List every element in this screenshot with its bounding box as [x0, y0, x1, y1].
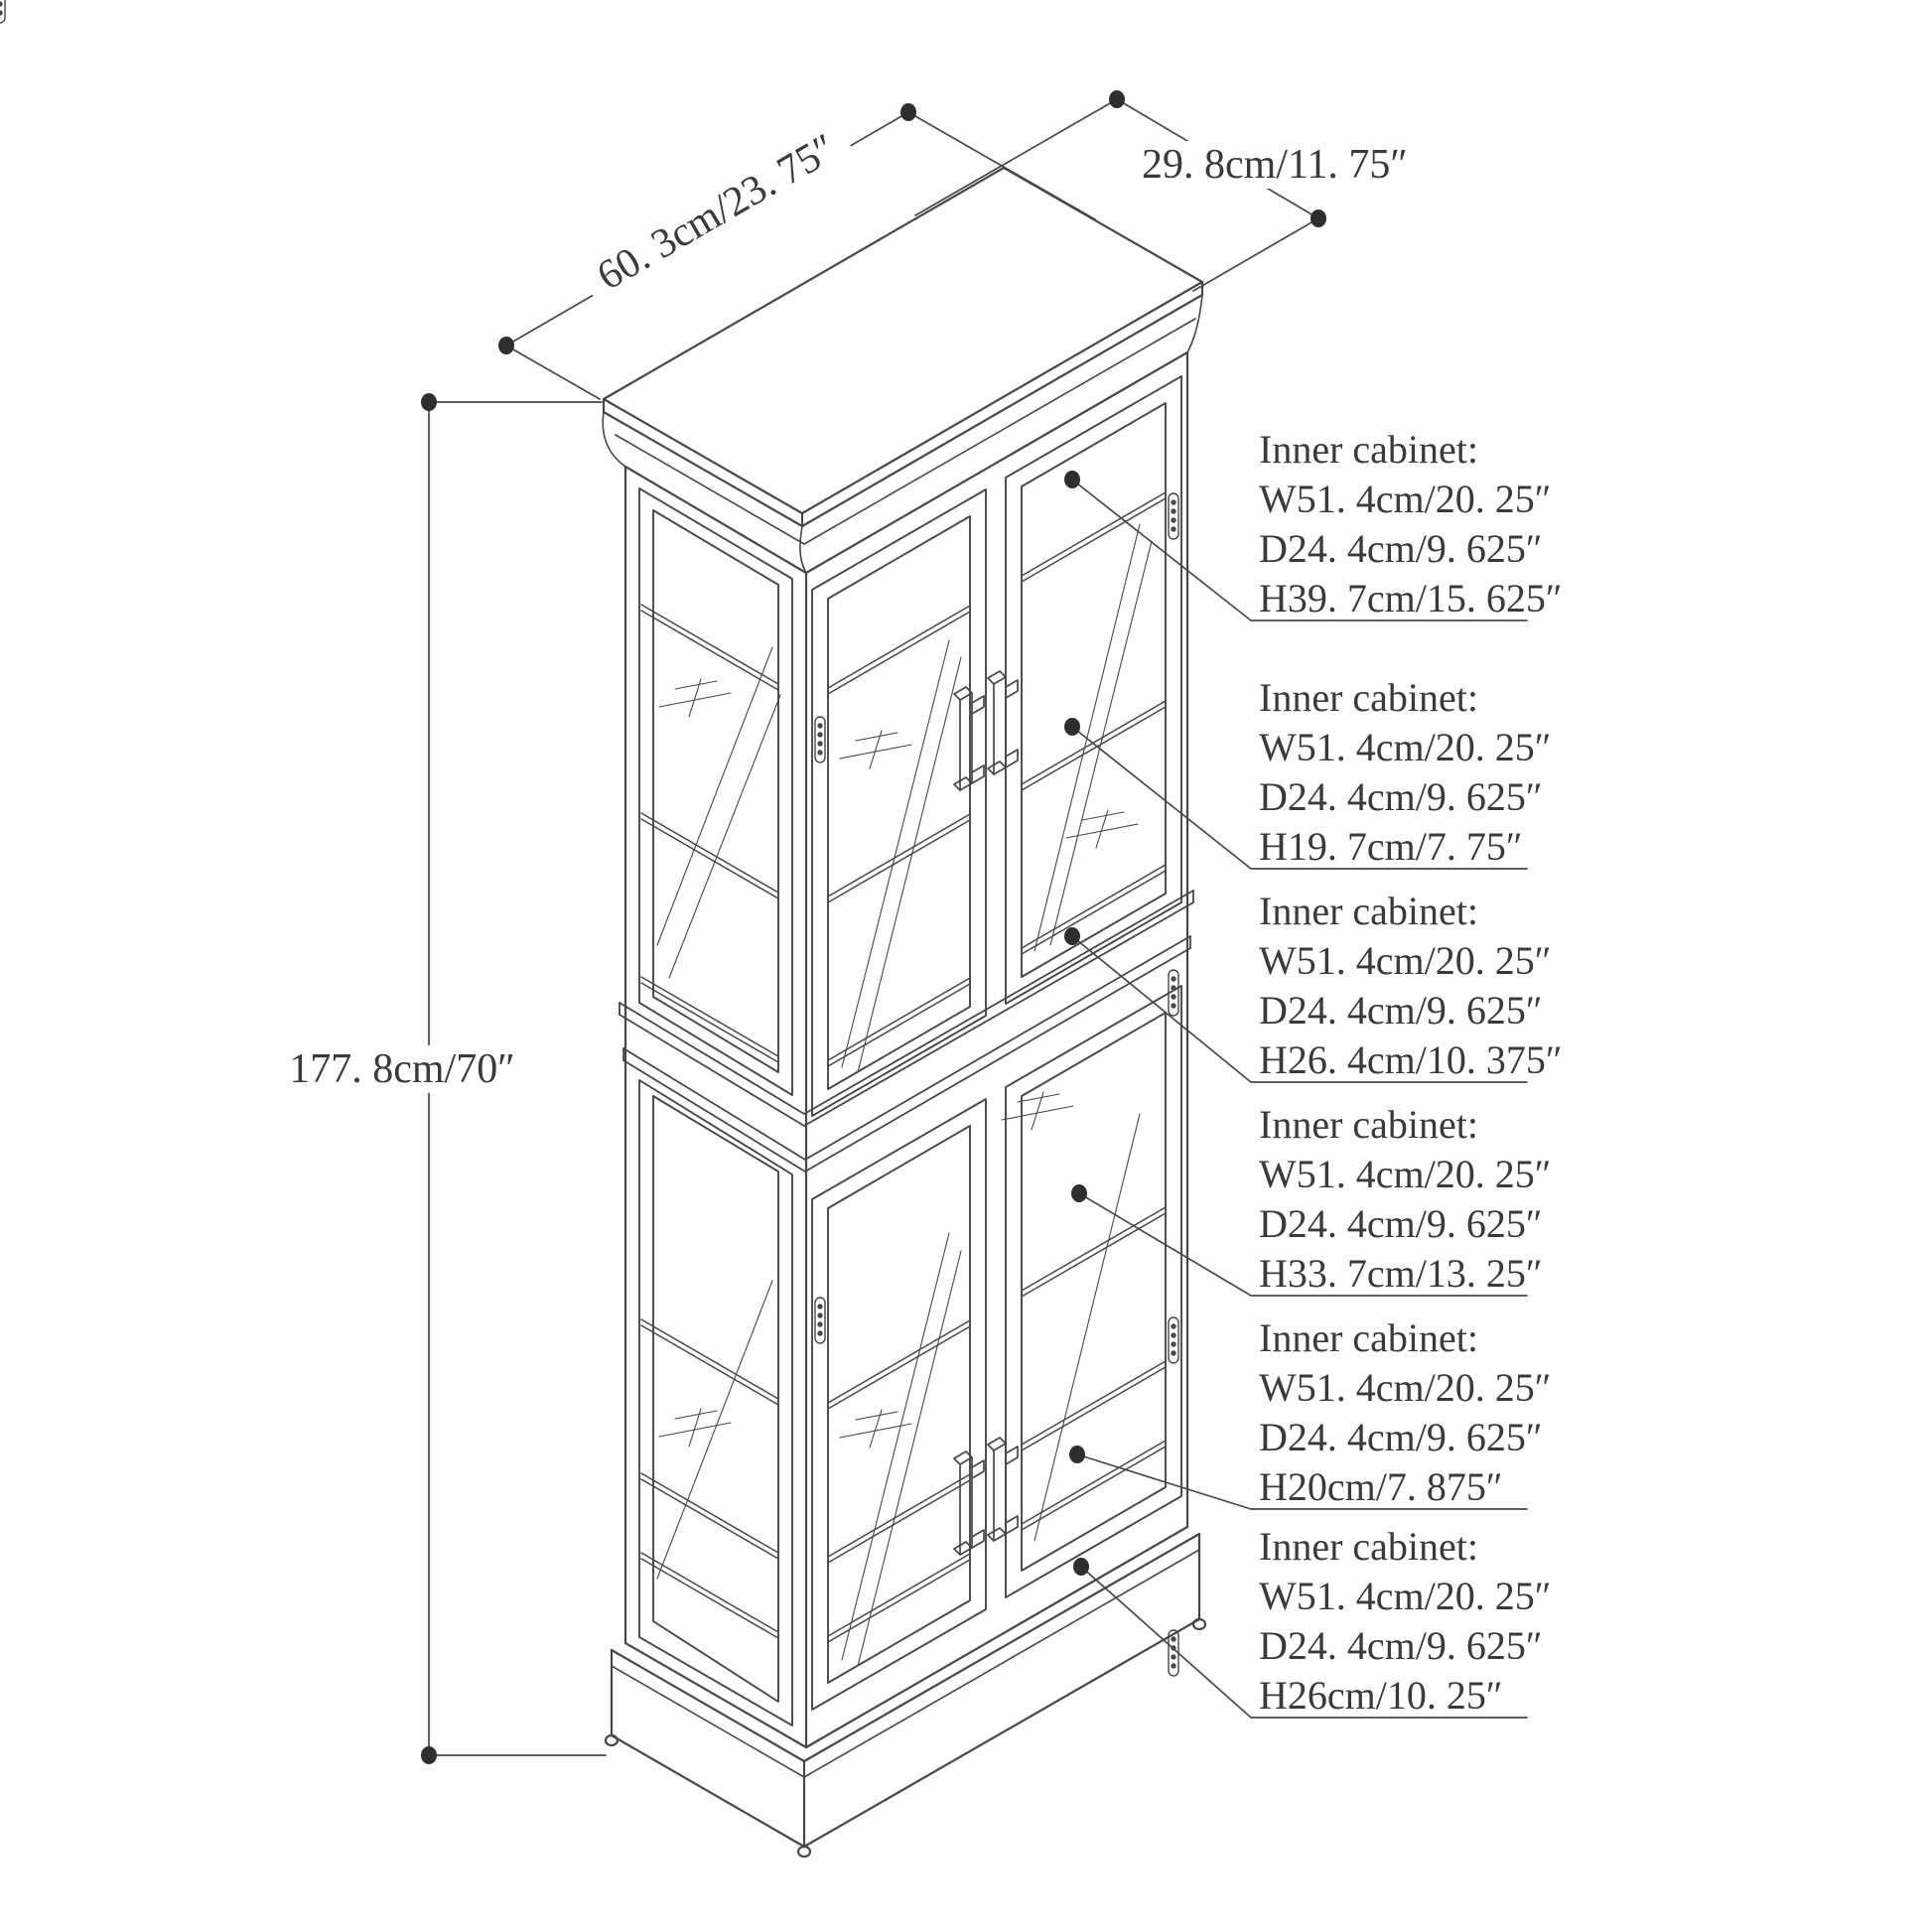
note-title: Inner cabinet: [1259, 1315, 1478, 1360]
inner-cabinet-note-3 [1259, 887, 1563, 1085]
side-panel-upper [639, 488, 792, 1095]
waist-molding [620, 891, 1193, 1172]
door-handle-icon [954, 1451, 984, 1555]
hinge-icon [1169, 493, 1178, 539]
note-title: Inner cabinet: [1259, 427, 1478, 472]
note-depth: D24. 4cm/9. 625″ [1259, 988, 1543, 1033]
side-panel-lower [639, 1080, 792, 1725]
height-dimension-label: 177. 8cm/70″ [289, 1046, 515, 1092]
note-depth: D24. 4cm/9. 625″ [1259, 526, 1543, 571]
note-height: H20cm/7. 875″ [1259, 1464, 1503, 1509]
note-height: H39. 7cm/15. 625″ [1259, 576, 1563, 621]
note-depth: D24. 4cm/9. 625″ [1259, 1415, 1543, 1459]
door-lower-right [1006, 986, 1181, 1597]
note-depth: D24. 4cm/9. 625″ [1259, 1623, 1543, 1668]
glint-icon [659, 679, 1138, 1448]
glass-shelves [641, 492, 1166, 1642]
inner-cabinet-note-6 [1259, 1522, 1557, 1721]
note-depth: D24. 4cm/9. 625″ [1259, 1201, 1543, 1246]
door-handle-icon [988, 1438, 1018, 1541]
note-width: W51. 4cm/20. 25″ [1259, 477, 1552, 521]
inner-cabinet-note-2 [1259, 673, 1557, 872]
note-title: Inner cabinet: [1259, 675, 1478, 720]
inner-cabinet-note-4 [1259, 1100, 1557, 1299]
inner-cabinet-note-5 [1259, 1313, 1557, 1512]
note-title: Inner cabinet: [1259, 1102, 1478, 1147]
note-height: H19. 7cm/7. 75″ [1259, 824, 1523, 869]
hinge-icon [815, 1298, 825, 1343]
note-width: W51. 4cm/20. 25″ [1259, 1574, 1552, 1618]
door-upper-left [812, 489, 986, 1116]
base-plinth [606, 1534, 1205, 1857]
door-handle-icon [988, 671, 1018, 774]
note-width: W51. 4cm/20. 25″ [1259, 1365, 1552, 1410]
note-width: W51. 4cm/20. 25″ [1259, 725, 1552, 769]
glass-reflections [657, 524, 1152, 1666]
dimension-depth-line [915, 99, 1318, 291]
depth-dimension-label: 29. 8cm/11. 75″ [1142, 142, 1408, 188]
door-lower-left [812, 1099, 986, 1710]
dimension-dots [421, 90, 1326, 1764]
hinge-icon [815, 717, 825, 762]
hinge-icon [1169, 1317, 1178, 1363]
foot-icon [798, 1847, 810, 1857]
note-height: H26. 4cm/10. 375″ [1259, 1037, 1563, 1082]
inner-cabinet-note-1 [1259, 425, 1563, 623]
note-depth: D24. 4cm/9. 625″ [1259, 774, 1543, 819]
door-upper-right [1006, 376, 1181, 1004]
note-title: Inner cabinet: [1259, 1524, 1478, 1569]
note-width: W51. 4cm/20. 25″ [1259, 938, 1552, 983]
note-height: H33. 7cm/13. 25″ [1259, 1251, 1543, 1296]
note-height: H26cm/10. 25″ [1259, 1673, 1503, 1718]
foot-icon [606, 1735, 618, 1745]
note-width: W51. 4cm/20. 25″ [1259, 1152, 1552, 1196]
width-dimension-label: 60. 3cm/23. 75″ [576, 117, 857, 308]
note-title: Inner cabinet: [1259, 889, 1478, 933]
foot-icon [1193, 1619, 1205, 1629]
